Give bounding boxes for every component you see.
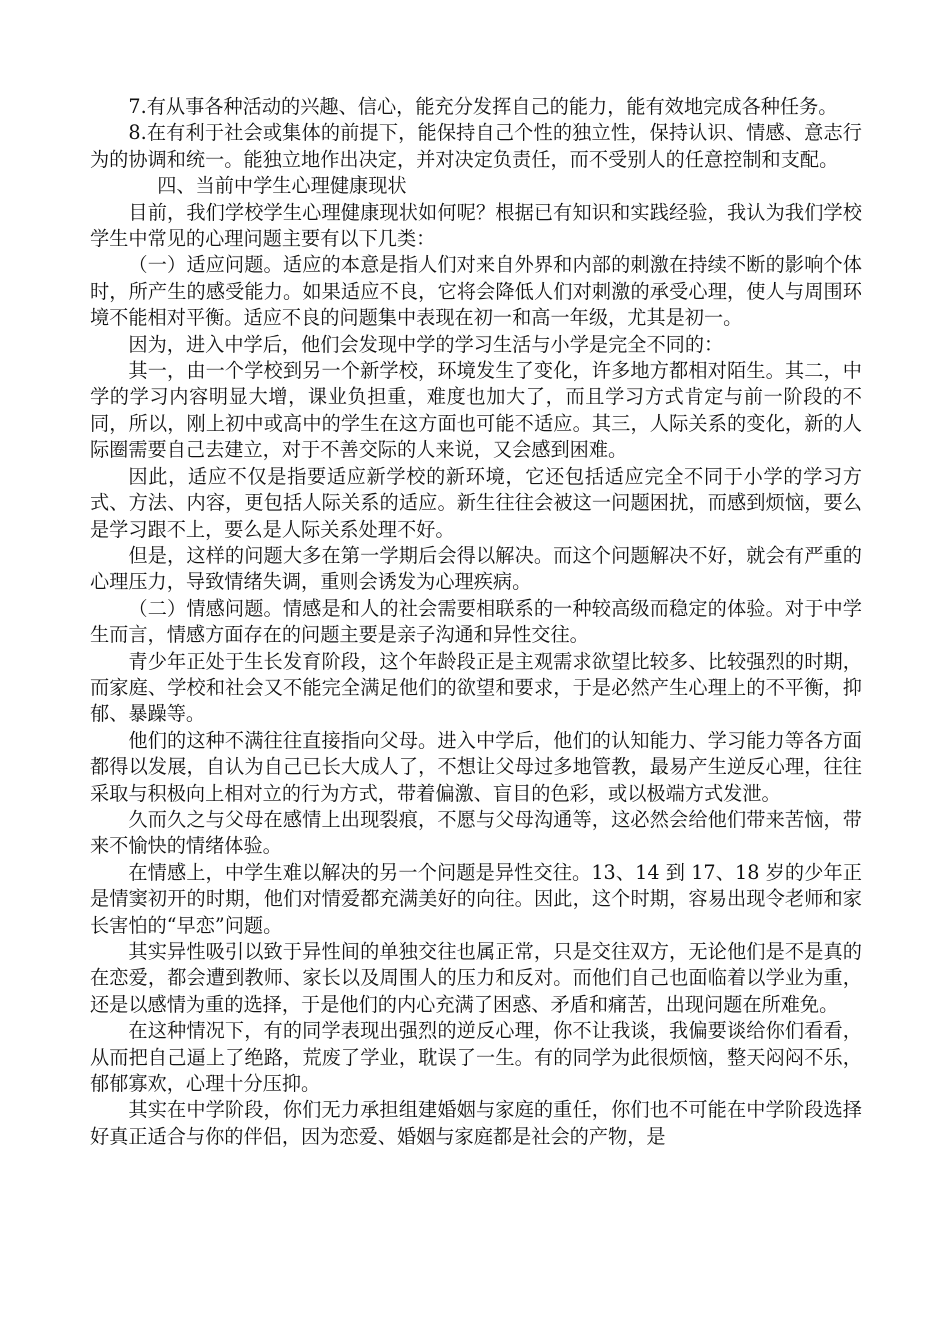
paragraph-intro: 目前，我们学校学生心理健康现状如何呢？根据已有知识和实践经验，我认为我们学校学生中常见的心理问题主要有以下几类： [90,200,862,251]
paragraph-attraction: 其实异性吸引以致于异性间的单独交往也属正常，只是交往双方，无论他们是不是真的在恋爱，都会遭到教师、家长以及周围人的压力和反对。而他们自己也面临着以学业为重，还是以感情为重的选择，于是他们的内心充满了困惑、矛盾和痛苦，出现问题在所难免。 [90,940,862,1016]
paragraph-adaptation: （一）适应问题。适应的本意是指人们对来自外界和内部的刺激在持续不断的影响个体时，所产生的感受能力。如果适应不良，它将会降低人们对刺激的承受心理，使人与周围环境不能相对平衡。适应不良的问题集中表现在初一和高一年级，尤其是初一。 [90,253,862,330]
paragraph-criterion-7: 7.有从事各种活动的兴趣、信心，能充分发挥自己的能力，能有效地完成各种任务。 [128,95,838,118]
paragraph-parents: 他们的这种不满往往直接指向父母。进入中学后，他们的认知能力、学习能力等各方面都得以发展，自认为自己已长大成人了，不想让父母过多地管教，最易产生逆反心理，往往采取与积极向上相对立的行为方式，带着偏激、盲目的色彩，或以极端方式发泄。 [90,728,862,805]
paragraph-rebellion: 在这种情况下，有的同学表现出强烈的逆反心理，你不让我谈，我偏要谈给你们看看，从而把自己逼上了绝路，荒废了学业，耽误了一生。有的同学为此很烦恼，整天闷闷不乐，郁郁寡欢，心理十分压抑。 [90,1019,862,1096]
paragraph-reason: 因为，进入中学后，他们会发现中学的学习生活与小学是完全不同的： [128,332,724,356]
paragraph-resolution: 但是，这样的问题大多在第一学期后会得以解决。而这个问题解决不好，就会有严重的心理压力，导致情绪失调，重则会诱发为心理疾病。 [90,543,862,594]
paragraph-adaptation-scope: 因此，适应不仅是指要适应新学校的新环境，它还包括适应完全不同于小学的学习方式、方法、内容，更包括人际关系的适应。新生往往会被这一问题困扰，而感到烦恼，要么是学习跟不上，要么是人际关系处理不好。 [90,464,862,541]
paragraph-adolescence: 青少年正处于生长发育阶段，这个年龄段正是主观需求欲望比较多、比较强烈的时期，而家庭、学校和社会又不能完全满足他们的欲望和要求，于是必然产生心理上的不平衡，抑郁、暴躁等。 [90,649,862,726]
paragraph-three-changes: 其一，由一个学校到另一个新学校，环境发生了变化，许多地方都相对陌生。其二，中学的学习内容明显大增，课业负担重，难度也加大了，而且学习方式肯定与前一阶段的不同，所以，刚上初中或高中的学生在这方面也可能不适应。其三，人际关系的变化，新的人际圈需要自己去建立，对于不善交际的人来说，又会感到困难。 [90,359,862,462]
paragraph-opposite-sex: 在情感上，中学生难以解决的另一个问题是异性交往。13、14 到 17、18 岁的少年正是情窦初开的时期，他们对情爱都充满美好的向往。因此，这个时期，容易出现令老师和家长害怕的“早恋”问题。 [90,860,862,937]
section-heading-4: 四、当前中学生心理健康现状 [157,174,407,198]
document-page [90,94,862,1150]
paragraph-marriage: 其实在中学阶段，你们无力承担组建婚姻与家庭的重任，你们也不可能在中学阶段选择好真正适合与你的伴侣，因为恋爱、婚姻与家庭都是社会的产物，是 [90,1098,862,1148]
paragraph-emotion: （二）情感问题。情感是和人的社会需要相联系的一种较高级而稳定的体验。对于中学生而言，情感方面存在的问题主要是亲子沟通和异性交往。 [90,596,862,647]
paragraph-rift: 久而久之与父母在感情上出现裂痕，不愿与父母沟通等，这必然会给他们带来苦恼，带来不愉快的情绪体验。 [90,807,862,858]
paragraph-criterion-8: 8.在有利于社会或集体的前提下，能保持自己个性的独立性，保持认识、情感、意志行为的协调和统一。能独立地作出决定，并对决定负责任，而不受别人的任意控制和支配。 [90,121,862,171]
